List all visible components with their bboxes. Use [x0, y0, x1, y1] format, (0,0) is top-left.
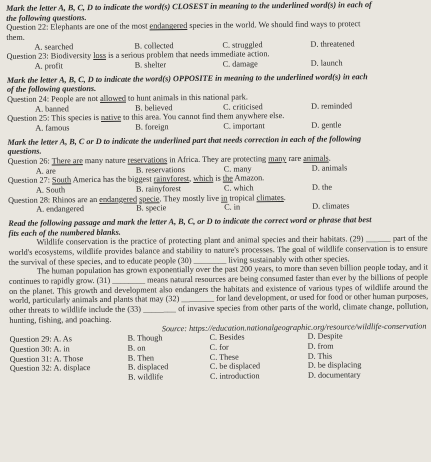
- answer-33-b[interactable]: B. wildlife: [127, 372, 164, 382]
- option-27-d[interactable]: D. the: [311, 182, 333, 192]
- question-25: Question 25: This species is native to this area. You cannot find them anywhere else.: [7, 111, 285, 124]
- option-27-b[interactable]: B. rainyforest: [135, 184, 182, 194]
- answer-30-b[interactable]: B. on: [127, 343, 146, 353]
- option-26-a[interactable]: A. are: [35, 166, 56, 176]
- answer-32-d[interactable]: D. be displacing: [307, 360, 362, 370]
- option-26-b[interactable]: B. reservations: [135, 164, 185, 175]
- passage-paragraph-1: Wildlife conservation is the practice of protecting plant and animal species and their habitats. (29) ______ part of the world's ecosystems, wildlife provides balance and stability to nature's processes. The goal of wildlife conservation is to ensure the survival of these species, and to educate people (30) ________ living sustainably with other species.: [8, 233, 428, 267]
- answer-31-d[interactable]: D. This: [307, 351, 333, 361]
- instruction-synonyms: Mark the letter A, B, C, D to indicate the word(s) CLOSEST in meaning to the underlined word(s) in each of: [6, 0, 372, 13]
- question-23: Question 23: Biodiversity loss is a serious problem that needs immediate action.: [6, 49, 270, 62]
- option-23-d[interactable]: D. launch: [310, 58, 343, 68]
- answer-33-c[interactable]: C. introduction: [209, 371, 260, 381]
- answer-31-b[interactable]: B. Then: [127, 352, 155, 363]
- instruction-correction: Mark the letter A, B, C or D to indicate the underlined part that needs correction in each of the following: [7, 133, 362, 147]
- question-26: Question 26: There are many nature reservations in Africa. They are protecting many rare animals.: [7, 153, 331, 167]
- answer-29-a[interactable]: Question 29: A. As: [9, 334, 72, 345]
- option-25-d[interactable]: D. gentle: [311, 120, 342, 130]
- option-27-a[interactable]: A. South: [35, 185, 66, 195]
- question-28: Question 28: Rhinos are an endangered specie. They mostly live in tropical climates.: [8, 192, 286, 205]
- option-28-d[interactable]: D. climates: [312, 201, 350, 212]
- section-synonyms: [6, 0, 426, 72]
- option-25-a[interactable]: A. famous: [35, 123, 70, 133]
- answer-29-c[interactable]: C. Besides: [209, 332, 245, 342]
- answer-30-c[interactable]: C. for: [209, 342, 229, 352]
- option-22-a[interactable]: A. searched: [34, 41, 74, 52]
- option-23-c[interactable]: C. damage: [222, 59, 258, 69]
- instruction-antonyms: Mark the letter A, B, C, D to indicate the word(s) OPPOSITE in meaning to the underlined word(s) in each: [6, 71, 368, 85]
- question-24: Question 24: People are not allowed to hunt animals in this national park.: [6, 92, 248, 104]
- option-23-b[interactable]: B. shelter: [134, 60, 167, 70]
- answer-32-a[interactable]: Question 32: A. displace: [9, 363, 91, 374]
- answer-31-a[interactable]: Question 31: A. Those: [9, 353, 84, 364]
- question-27: Question 27: South America has the biggest rainyforest, which is the Amazon.: [7, 173, 265, 186]
- option-26-c[interactable]: C. many: [223, 164, 252, 174]
- section-antonyms: [7, 71, 427, 133]
- instruction-synonyms-cont: the following questions.: [6, 12, 87, 23]
- answer-30-a[interactable]: Question 30: A. in: [9, 344, 70, 354]
- answer-33-d[interactable]: D. documentary: [307, 370, 361, 380]
- option-24-d[interactable]: D. reminded: [311, 101, 353, 111]
- option-24-c[interactable]: C. criticised: [223, 101, 263, 112]
- passage-paragraph-2: The human population has grown exponentially over the past 200 years, to more than seven billion people today, and it continues to rapidly grow. (31) ________ means natural resources are being consumed faster than ever by the billions of people on the planet. This growth and development also endangers the habitats and existence of various types of wildlife around the world, particularly animals and plants that may (32) ________ for land development, or used for food or other human purposes, other threats to wildlife include the (33) ________ of invasive species from other parts of the world, climate change, pollution, hunting, fishing, and poaching.: [8, 263, 429, 325]
- option-23-a[interactable]: A. profit: [34, 61, 63, 71]
- answer-32-b[interactable]: B. displaced: [127, 362, 169, 372]
- source-citation: Source: https://education.nationalgeographic.org/resource/wildlife-conservation: [161, 321, 427, 333]
- answer-30-d[interactable]: D. from: [307, 341, 334, 351]
- option-28-a[interactable]: A. endangered: [36, 204, 84, 215]
- answer-29-b[interactable]: B. Though: [127, 333, 163, 343]
- instruction-reading-cont: fits each of the numbered blanks.: [8, 227, 121, 238]
- option-27-c[interactable]: C. which: [223, 183, 254, 193]
- instruction-antonyms-cont: of the following questions.: [6, 84, 97, 95]
- question-22: Question 22: Elephants are one of the most endangered species in the world. We should find ways to protect: [6, 19, 361, 33]
- option-24-a[interactable]: A. banned: [35, 104, 69, 114]
- option-22-d[interactable]: D. threatened: [310, 38, 355, 49]
- option-24-b[interactable]: B. believed: [135, 102, 173, 113]
- answer-29-d[interactable]: D. Despite: [307, 331, 343, 341]
- option-28-c[interactable]: C. in: [224, 202, 241, 213]
- instruction-correction-cont: questions.: [7, 146, 42, 157]
- answer-31-c[interactable]: C. These: [209, 352, 239, 362]
- option-22-b[interactable]: B. collected: [134, 40, 174, 51]
- option-25-c[interactable]: C. important: [223, 121, 265, 131]
- option-26-d[interactable]: D. animals: [311, 163, 348, 173]
- answer-33-a[interactable]: [10, 373, 128, 384]
- option-25-b[interactable]: B. foreign: [135, 122, 169, 132]
- section-error-correction: [7, 133, 427, 215]
- instruction-reading: Read the following passage and mark the letter A, B, C, or D to indicate the correct word or phrase that best: [8, 215, 372, 229]
- question-22-cont: them.: [6, 32, 25, 42]
- option-28-b[interactable]: B. specie: [136, 203, 167, 214]
- option-22-c[interactable]: C. struggled: [222, 39, 263, 50]
- section-reading-cloze: [8, 215, 429, 384]
- answer-32-c[interactable]: C. be displaced: [209, 361, 261, 372]
